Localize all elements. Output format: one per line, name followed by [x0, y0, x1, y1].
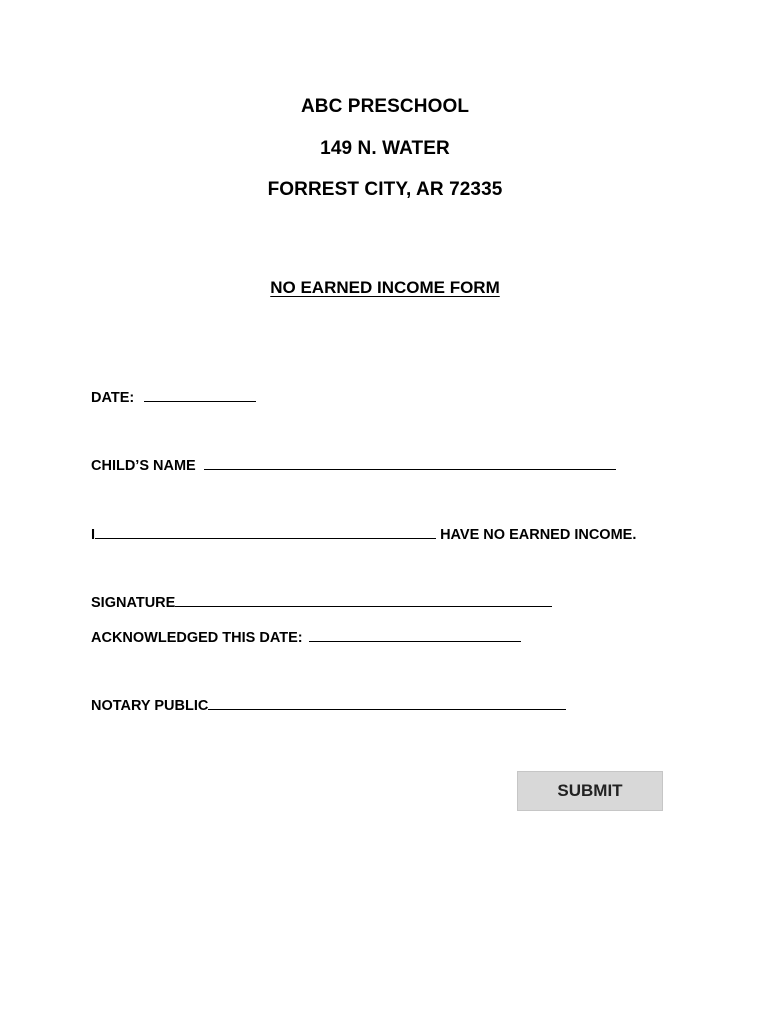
form-title: NO EARNED INCOME FORM: [270, 278, 500, 297]
school-city-state-zip: FORREST CITY, AR 72335: [267, 179, 503, 200]
notary-blank-field[interactable]: [208, 697, 566, 710]
submit-button[interactable]: SUBMIT: [517, 771, 663, 811]
date-field-row: [91, 389, 256, 406]
acknowledged-field-row: [91, 629, 521, 646]
signature-label: SIGNATURE: [91, 595, 176, 611]
no-income-statement-row: [91, 526, 636, 543]
childs-name-label: CHILD’S NAME: [91, 458, 196, 474]
acknowledged-date-blank-field[interactable]: [309, 629, 521, 642]
school-street: 149 N. WATER: [320, 138, 450, 159]
notary-field-row: [91, 697, 566, 714]
signature-field-row: [91, 594, 552, 611]
signature-blank-field[interactable]: [175, 594, 552, 607]
date-label: DATE:: [91, 390, 135, 406]
date-blank-field[interactable]: [144, 389, 256, 402]
school-name: ABC PRESCHOOL: [300, 96, 470, 117]
name-blank-field[interactable]: [95, 526, 436, 539]
acknowledged-label: ACKNOWLEDGED THIS DATE:: [91, 630, 303, 646]
i-label: I: [91, 527, 96, 543]
childs-name-field-row: [91, 457, 616, 474]
notary-label: NOTARY PUBLIC: [91, 698, 209, 714]
no-income-text: HAVE NO EARNED INCOME.: [440, 527, 637, 543]
childs-name-blank-field[interactable]: [204, 457, 616, 470]
